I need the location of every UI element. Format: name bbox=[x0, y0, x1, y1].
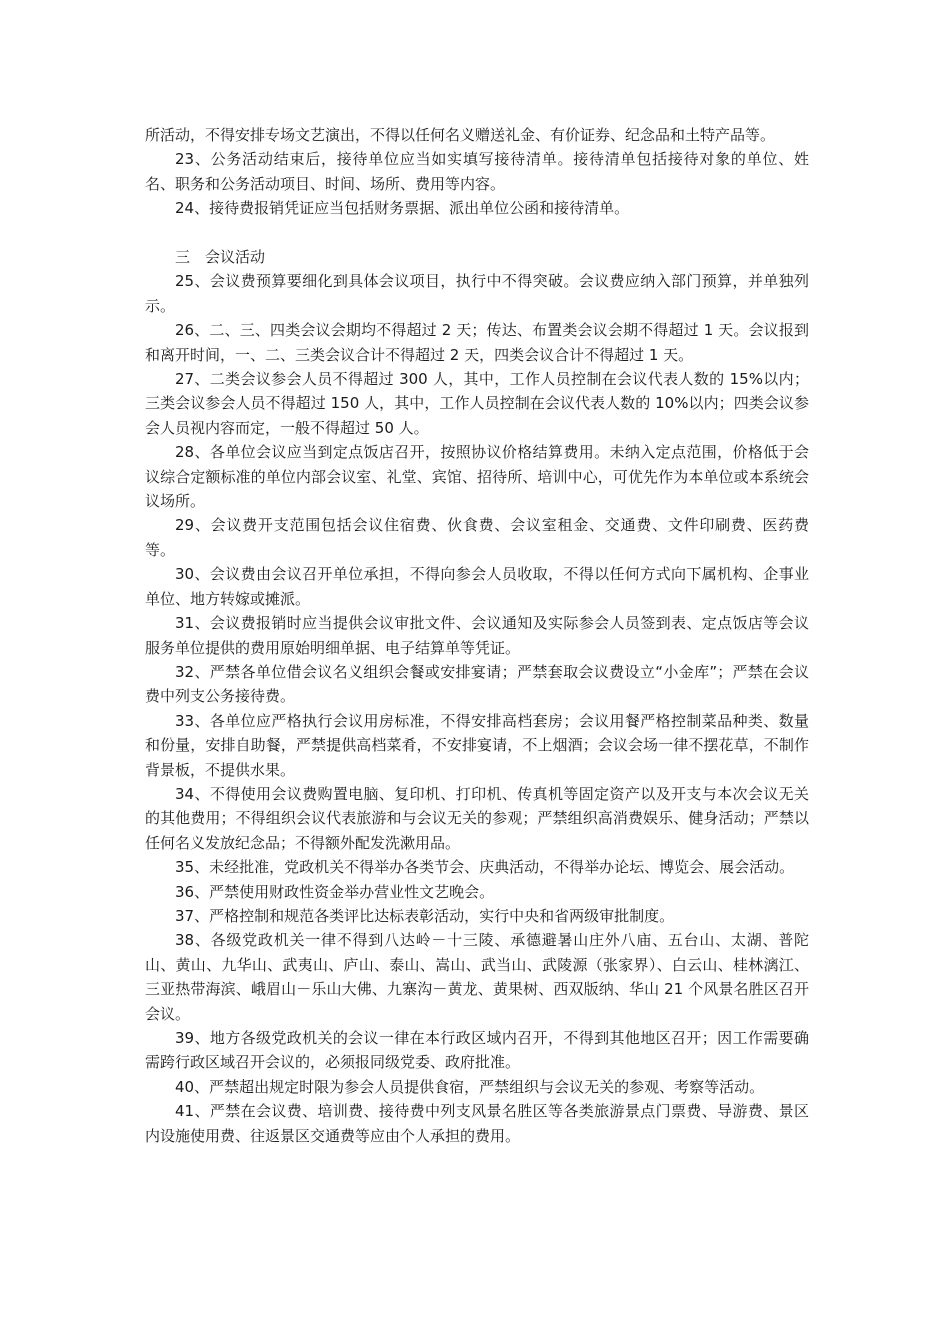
paragraph-26: 26、二、三、四类会议会期均不得超过 2 天；传达、布置类会议会期不得超过 1 天。会议报到和离开时间，一、二、三类会议合计不得超过 2 天，四类会议合计不得超过 1 天。 bbox=[145, 321, 809, 364]
paragraph-29: 29、会议费开支范围包括会议住宿费、伙食费、会议室租金、交通费、文件印刷费、医药费等。 bbox=[145, 516, 809, 559]
paragraph-39: 39、地方各级党政机关的会议一律在本行政区域内召开，不得到其他地区召开；因工作需要确需跨行政区域召开会议的，必须报同级党委、政府批准。 bbox=[145, 1029, 809, 1072]
paragraph-37: 37、严格控制和规范各类评比达标表彰活动，实行中央和省两级审批制度。 bbox=[175, 906, 675, 925]
paragraph-28: 28、各单位会议应当到定点饭店召开，按照协议价格结算费用。未纳入定点范围，价格低于会议综合定额标准的单位内部会议室、礼堂、宾馆、招待所、培训中心，可优先作为本单位或本系统会议场所。 bbox=[145, 443, 809, 511]
paragraph-25: 25、会议费预算要细化到具体会议项目，执行中不得突破。会议费应纳入部门预算，并单独列示。 bbox=[145, 272, 809, 315]
paragraph-33: 33、各单位应严格执行会议用房标准，不得安排高档套房；会议用餐严格控制菜品种类、数量和份量，安排自助餐，严禁提供高档菜肴，不安排宴请，不上烟酒；会议会场一律不摆花草，不制作背景板，不提供水果。 bbox=[145, 711, 809, 779]
paragraph-27: 27、二类会议参会人员不得超过 300 人，其中，工作人员控制在会议代表人数的 15%以内；三类会议参会人员不得超过 150 人，其中，工作人员控制在会议代表人数的 10%以内；四类会议参会人员视内容而定，一般不得超过 50 人。 bbox=[145, 370, 809, 437]
paragraph-36: 36、严禁使用财政性资金举办营业性文艺晚会。 bbox=[175, 882, 495, 901]
continued-paragraph: 所活动，不得安排专场文艺演出，不得以任何名义赠送礼金、有价证券、纪念品和土特产品等。 bbox=[145, 126, 776, 144]
section-heading: 三 会议活动 bbox=[175, 248, 266, 267]
paragraph-38: 38、各级党政机关一律不得到八达岭－十三陵、承德避暑山庄外八庙、五台山、太湖、普陀山、黄山、九华山、武夷山、庐山、泰山、嵩山、武当山、武陵源（张家界）、白云山、桂林漓江、三亚热带海滨、峨眉山－乐山大佛、九寨沟－黄龙、黄果树、西双版纳、华山 21 个风景名胜区召开会议。 bbox=[145, 931, 809, 1023]
paragraph-31: 31、会议费报销时应当提供会议审批文件、会议通知及实际参会人员签到表、定点饭店等会议服务单位提供的费用原始明细单据、电子结算单等凭证。 bbox=[145, 614, 809, 657]
blank-line bbox=[145, 221, 809, 245]
paragraph-40: 40、严禁超出规定时限为参会人员提供食宿，严禁组织与会议无关的参观、考察等活动。 bbox=[175, 1077, 765, 1096]
paragraph-24: 24、接待费报销凭证应当包括财务票据、派出单位公函和接待清单。 bbox=[175, 199, 630, 218]
paragraph-23: 23、公务活动结束后，接待单位应当如实填写接待清单。接待清单包括接待对象的单位、姓名、职务和公务活动项目、时间、场所、费用等内容。 bbox=[145, 150, 809, 193]
paragraph-35: 35、未经批准，党政机关不得举办各类节会、庆典活动，不得举办论坛、博览会、展会活动。 bbox=[175, 858, 795, 877]
document-page bbox=[145, 123, 809, 1148]
paragraph-30: 30、会议费由会议召开单位承担，不得向参会人员收取，不得以任何方式向下属机构、企事业单位、地方转嫁或摊派。 bbox=[145, 565, 809, 608]
paragraph-34: 34、不得使用会议费购置电脑、复印机、打印机、传真机等固定资产以及开支与本次会议无关的其他费用；不得组织会议代表旅游和与会议无关的参观；严禁组织高消费娱乐、健身活动；严禁以任何名义发放纪念品；不得额外配发洗漱用品。 bbox=[145, 784, 809, 852]
paragraph-32: 32、严禁各单位借会议名义组织会餐或安排宴请；严禁套取会议费设立“小金库”；严禁在会议费中列支公务接待费。 bbox=[145, 662, 809, 706]
paragraph-41: 41、严禁在会议费、培训费、接待费中列支风景名胜区等各类旅游景点门票费、导游费、景区内设施使用费、往返景区交通费等应由个人承担的费用。 bbox=[145, 1102, 809, 1145]
